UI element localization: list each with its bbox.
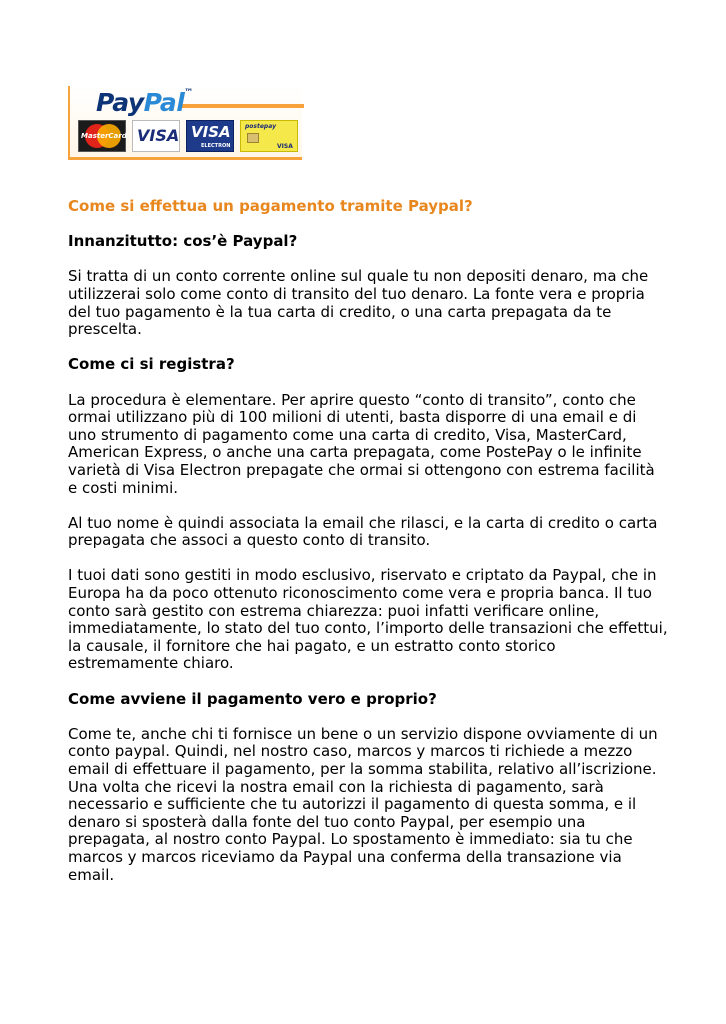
logo-orange-bar xyxy=(180,104,304,108)
spacer xyxy=(68,251,668,269)
postepay-card-logo xyxy=(240,120,298,152)
visa-electron-sublabel: ELECTRON xyxy=(201,143,231,149)
card-chip-icon xyxy=(247,133,259,143)
visa-label: VISA xyxy=(137,126,180,145)
paypal-brand-logo xyxy=(96,88,193,117)
mastercard-label: MasterCard xyxy=(81,132,127,140)
visa-logo xyxy=(132,120,180,152)
document-title: Come si effettua un pagamento tramite Paypal? xyxy=(68,197,473,215)
heading-what-is-paypal: Innanzitutto: cos’è Paypal? xyxy=(68,232,298,251)
heading-registration: Come ci si registra? xyxy=(68,355,235,374)
spacer xyxy=(68,374,668,392)
paragraph-definition: Si tratta di un conto corrente online sul quale tu non depositi denaro, ma che utilizzerai solo come conto di transito del tuo denaro. La fonte vera e propria del tuo pagamento è la tua carta di credito, o una carta prepagata da te prescelta. xyxy=(68,267,649,339)
brand-part1: Pay xyxy=(96,88,144,117)
paragraph-procedure: La procedura è elementare. Per aprire questo “conto di transito”, conto che ormai utilizzano più di 100 milioni di utenti, basta disporre di una email e di uno strumento di pagamento come una carta di credito, Visa, MasterCard, American Express, o anche una carta prepagata, come PostePay o le infinite varietà di Visa Electron prepagate che ormai si ottengono con estrema facilità e costi minimi. xyxy=(68,390,655,497)
mastercard-logo xyxy=(78,120,126,152)
heading-payment: Come avviene il pagamento vero e proprio? xyxy=(68,689,437,708)
spacer xyxy=(68,550,668,568)
spacer xyxy=(68,339,668,357)
visa-electron-logo xyxy=(186,120,234,152)
postepay-visa-label: VISA xyxy=(277,143,293,150)
postepay-label: postepay xyxy=(245,123,276,130)
paypal-logo-banner xyxy=(68,86,302,160)
spacer xyxy=(68,673,668,691)
spacer xyxy=(68,216,668,234)
brand-tm: ™ xyxy=(184,88,193,98)
paragraph-data-security: I tuoi dati sono gestiti in modo esclusivo, riservato e criptato da Paypal, che in Europa ha da poco ottenuto riconoscimento come vera e propria banca. Il tuo conto sarà gestito con estrema chiarezza: puoi infatti verificare online, immediatamente, lo stato del tuo conto, l’importo delle transazioni che effettui, la causale, il fornitore che hai pagato, e un estratto conto storico estremamente chiaro. xyxy=(68,566,668,673)
paragraph-association: Al tuo nome è quindi associata la email che rilasci, e la carta di credito o carta prepagata che associ a questo conto di transito. xyxy=(68,513,658,550)
visa-electron-label: VISA xyxy=(191,123,231,141)
spacer xyxy=(68,497,668,515)
document-body xyxy=(68,198,668,884)
spacer xyxy=(68,708,668,726)
brand-part2: Pal xyxy=(143,88,185,117)
paragraph-payment-process: Come te, anche chi ti fornisce un bene o un servizio dispone ovviamente di un conto paypal. Quindi, nel nostro caso, marcos y marcos ti richiede a mezzo email di effettuare il pagamento, per la somma stabilita, relativo all’iscrizione. Una volta che ricevi la nostra email con la richiesta di pagamento, sarà necessario e sufficiente che tu autorizzi il pagamento di questa somma, e il denaro si sposterà dalla fonte del tuo conto Paypal, per esempio una prepagata, al nostro conto Paypal. Lo spostamento è immediato: sia tu che marcos y marcos riceviamo da Paypal una conferma della transazione via email. xyxy=(68,724,658,884)
